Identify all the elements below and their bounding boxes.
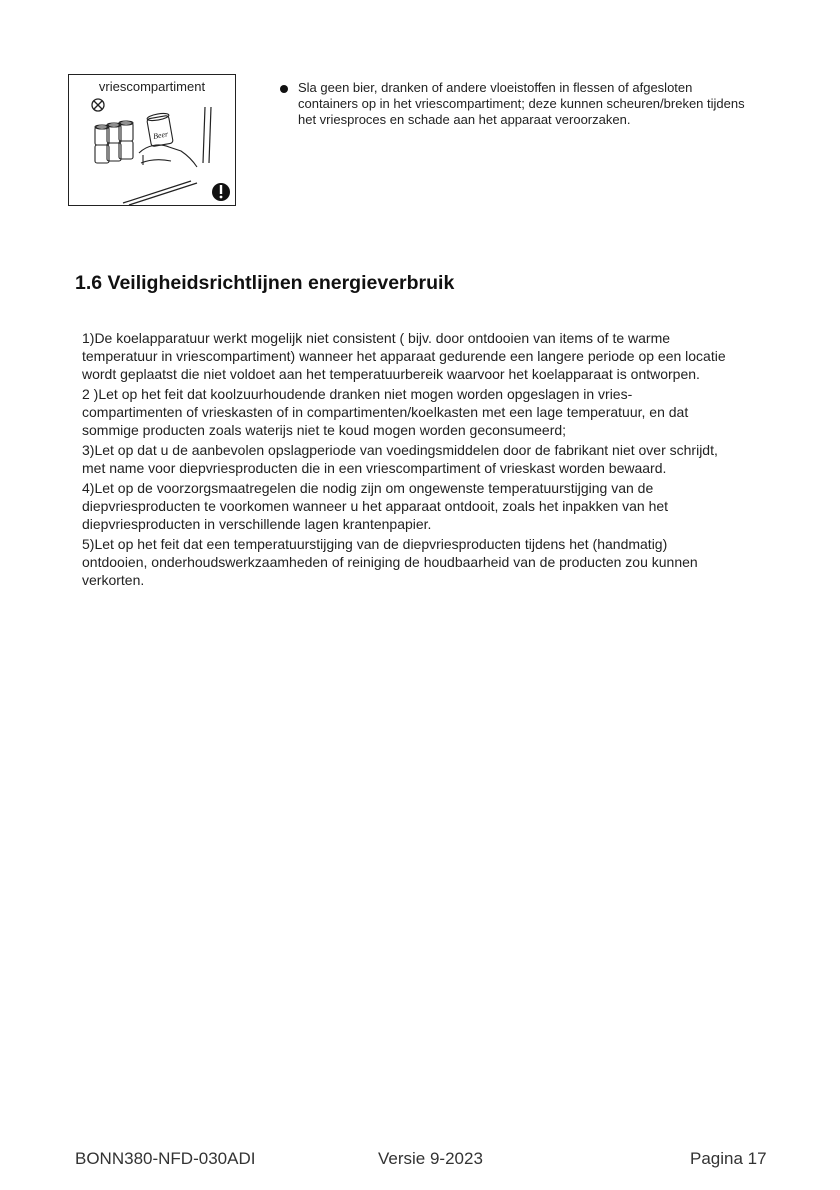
warning-bullet-item [280,80,750,128]
rules-list [82,329,732,591]
illustration-caption: vriescompartiment [98,79,206,94]
freezer-drawing [69,75,237,207]
rule-item: 2 )Let op het feit dat koolzuurhoudende dranken niet mogen worden opgeslagen in vries-compartimenten of vrieskasten of in compartimenten/koelkasten met een lage temperatuur, en dat sommige producten zoals waterijs niet te koud mogen worden geconsumeerd; [82,386,689,438]
freezer-warning-illustration [68,74,236,206]
footer-model: BONN380-NFD-030ADI [75,1149,256,1168]
section-title: 1.6 Veiligheidsrichtlijnen energieverbruik [75,272,455,294]
bullet-dot-icon [280,85,288,93]
rule-item: 3)Let op dat u de aanbevolen opslagperiode van voedingsmiddelen door de fabrikant niet over schrijdt, met name voor diepvriesproducten die in een vriescompartiment of vrieskast worden bewaard. [82,442,718,476]
rule-item: 4)Let op de voorzorgsmaatregelen die nodig zijn om ongewenste temperatuurstijging van de diepvriesproducten te voorkomen wanneer u het apparaat ontdooit, zoals het inpakken van het diepvriesproducten in verschillende lagen krantenpapier. [82,480,669,532]
stacked-cans-drawing [95,121,133,163]
hand-drawing [139,145,197,167]
rule-item: 1)De koelapparatuur werkt mogelijk niet consistent ( bijv. door ontdooien van items of te warme temperatuur in vriescompartiment) wanneer het apparaat gedurende een langere periode op een locatie wordt geplaatst die niet voldoet aan het temperatuurbereik waarvoor het koelapparaat is ontworpen. [82,330,726,382]
prohibited-icon [92,99,104,111]
rule-item: 5)Let op het feit dat een temperatuurstijging van de diepvriesproducten tijdens het (handmatig) ontdooien, onderhoudswerkzaamheden of reiniging de houdbaarheid van de producten zou kunnen verkorten. [82,536,698,588]
warning-text: Sla geen bier, dranken of andere vloeistoffen in flessen of afgesloten containers op in het vriescompartiment; deze kunnen scheuren/breken tijdens het vriesproces en schade aan het apparaat veroorzaken. [298,80,745,127]
freezer-door-drawing [123,107,211,205]
footer-version: Versie 9-2023 [378,1149,483,1168]
beer-can-drawing [147,112,174,147]
beer-label: Beer [152,129,169,141]
footer-page-number: Pagina 17 [690,1149,767,1168]
exclamation-icon [212,183,230,201]
